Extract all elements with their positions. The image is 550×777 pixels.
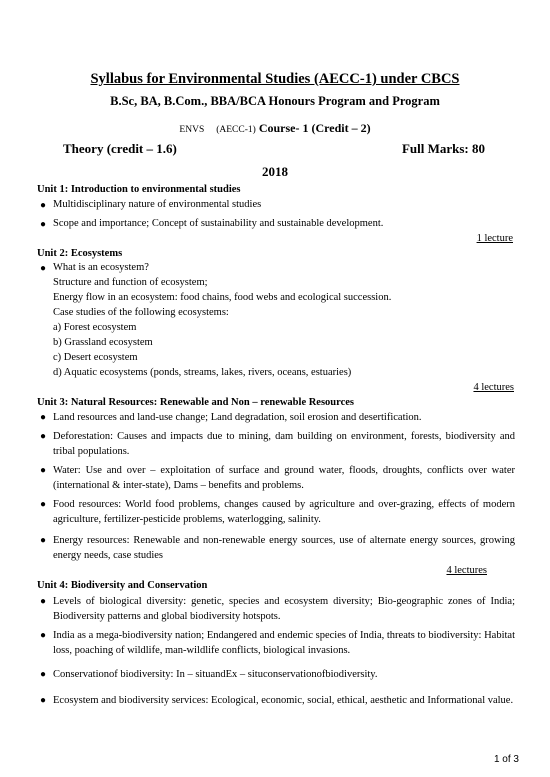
- list-item: Food resources: World food problems, changes caused by agriculture and over-grazing, effects of modern agriculture, fertilizer-pesticide problems, waterlogging, salinity.: [53, 499, 515, 525]
- bullet-icon: ●: [40, 669, 47, 680]
- list-line: c) Desert ecosystem: [53, 352, 138, 363]
- bullet-icon: ●: [40, 630, 47, 641]
- list-item: Scope and importance; Concept of sustainability and sustainable development.: [53, 218, 384, 229]
- list-item: Levels of biological diversity: genetic, species and ecosystem diversity; Bio-geographic zones of India; Biodiversity patterns and global biodiversity hotspots.: [53, 596, 515, 622]
- list-item: Water: Use and over – exploitation of surface and ground water, floods, droughts, conflicts over water (international & inter-state), Dams – benefits and problems.: [53, 465, 515, 491]
- document-title: Syllabus for Environmental Studies (AECC-1) under CBCS: [90, 71, 460, 87]
- list-line: a) Forest ecosystem: [53, 322, 137, 333]
- bullet-icon: ●: [40, 263, 47, 274]
- bullet-icon: ●: [40, 465, 47, 476]
- bullet-icon: ●: [40, 499, 47, 510]
- bullet-icon: ●: [40, 200, 47, 211]
- unit-4-title: Unit 4: Biodiversity and Conservation: [37, 580, 208, 591]
- course-line: [0, 121, 550, 136]
- bullet-icon: ●: [40, 431, 47, 442]
- programs-subtitle: B.Sc, BA, B.Com., BBA/BCA Honours Program and Program: [110, 94, 440, 108]
- list-line: b) Grassland ecosystem: [53, 337, 153, 348]
- list-line: Energy flow in an ecosystem: food chains, food webs and ecological succession.: [53, 292, 392, 303]
- page-number: 1 of 3: [493, 754, 519, 765]
- course-sub: (AECC-1): [216, 125, 256, 135]
- unit-1-lectures: 1 lecture: [476, 233, 513, 244]
- list-item: Deforestation: Causes and impacts due to mining, dam building on environment, forests, biodiversity and tribal populations.: [53, 431, 515, 457]
- unit-2-lectures: 4 lectures: [473, 382, 514, 393]
- list-line: Structure and function of ecosystem;: [53, 277, 208, 288]
- bullet-icon: ●: [40, 219, 47, 230]
- bullet-icon: ●: [40, 412, 47, 423]
- list-line: d) Aquatic ecosystems (ponds, streams, lakes, rivers, oceans, estuaries): [53, 367, 352, 378]
- list-item: Ecosystem and biodiversity services: Ecological, economic, social, ethical, aesthetic and Informational value.: [53, 695, 514, 706]
- bullet-icon: ●: [40, 535, 47, 546]
- year: 2018: [262, 164, 288, 179]
- course-label: Course- 1 (Credit – 2): [258, 121, 371, 135]
- list-line: Case studies of the following ecosystems:: [53, 307, 229, 318]
- list-item: What is an ecosystem?: [53, 262, 149, 273]
- list-item: Land resources and land-use change; Land degradation, soil erosion and desertification.: [53, 412, 422, 423]
- unit-2-title: Unit 2: Ecosystems: [37, 248, 123, 259]
- unit-3-lectures: 4 lectures: [446, 565, 487, 576]
- list-item: Multidisciplinary nature of environmental studies: [53, 199, 262, 210]
- full-marks: Full Marks: 80: [401, 141, 485, 156]
- list-item: Conservationof biodiversity: In – situandEx – situconservationofbiodiversity.: [53, 669, 378, 680]
- bullet-icon: ●: [40, 695, 47, 706]
- unit-3-title: Unit 3: Natural Resources: Renewable and Non – renewable Resources: [37, 397, 355, 408]
- course-code: ENVS: [179, 125, 205, 135]
- theory-credit: Theory (credit – 1.6): [63, 141, 177, 156]
- list-item: India as a mega-biodiversity nation; Endangered and endemic species of India, threats to biodiversity: Habitat loss, poaching of wildlife, man-wildlife conflicts, biological invasions.: [53, 630, 515, 656]
- unit-1-title: Unit 1: Introduction to environmental studies: [37, 184, 241, 195]
- list-item: Energy resources: Renewable and non-renewable energy sources, use of alternate energy sources, growing energy needs, case studies: [53, 535, 515, 561]
- bullet-icon: ●: [40, 596, 47, 607]
